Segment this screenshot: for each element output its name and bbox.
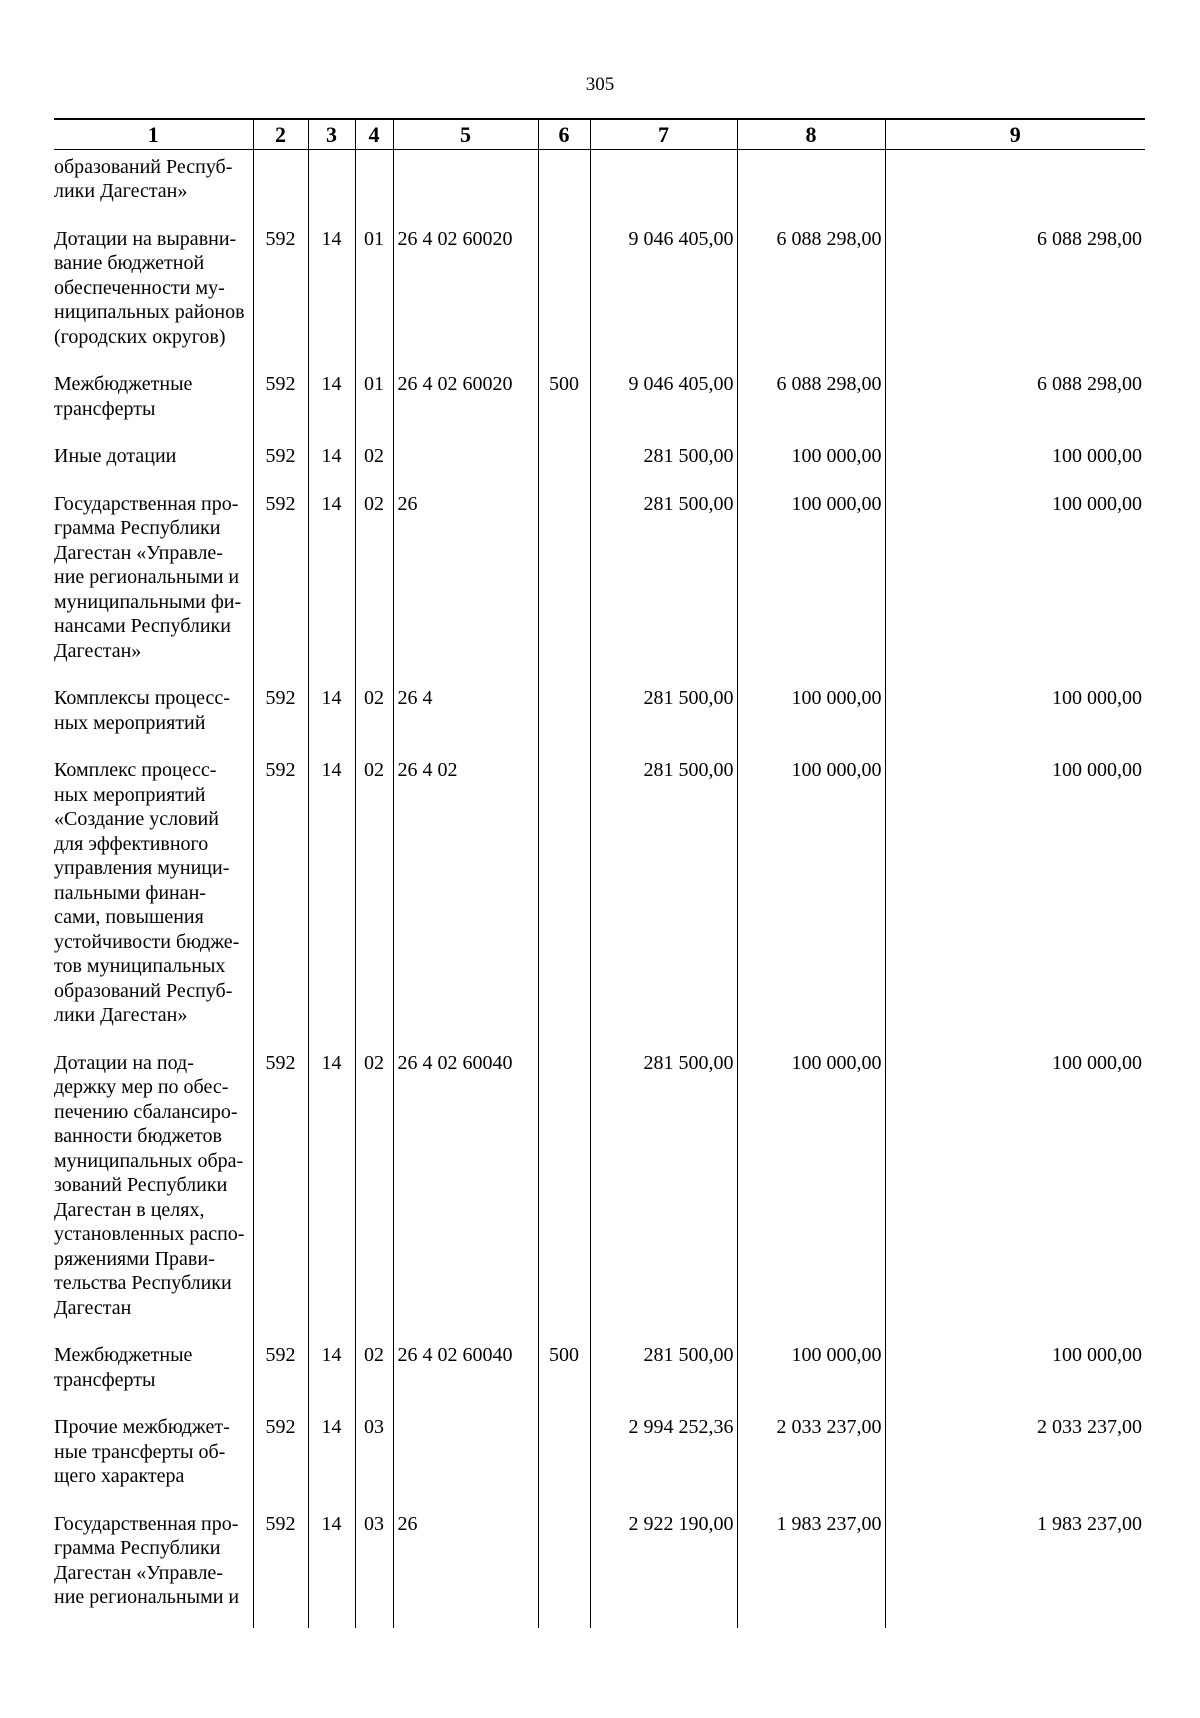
row-amount-col8: 1 983 237,00 <box>737 1507 885 1628</box>
table-row <box>54 439 1145 487</box>
row-col2-code: 592 <box>253 753 308 1046</box>
row-target-code: 26 <box>393 487 538 682</box>
row-amount-col9: 6 088 298,00 <box>885 222 1145 368</box>
row-col2-code: 592 <box>253 439 308 487</box>
row-amount-col9: 100 000,00 <box>885 1338 1145 1410</box>
row-subsection-code: 03 <box>355 1410 393 1507</box>
table-row <box>54 222 1145 368</box>
col-header: 6 <box>538 119 590 149</box>
row-section-code: 14 <box>308 439 355 487</box>
row-expense-type-code <box>538 1507 590 1628</box>
row-expense-type-code: 500 <box>538 367 590 439</box>
row-target-code: 26 4 02 60040 <box>393 1338 538 1410</box>
row-subsection-code: 01 <box>355 222 393 368</box>
row-name: образований Респуб- лики Дагестан» <box>54 155 233 202</box>
row-amount-col9: 100 000,00 <box>885 1046 1145 1339</box>
table-row <box>54 367 1145 439</box>
row-section-code: 14 <box>308 222 355 368</box>
row-col2-code: 592 <box>253 681 308 753</box>
table-row <box>54 1507 1145 1628</box>
col-header: 5 <box>393 119 538 149</box>
row-target-code: 26 4 02 <box>393 753 538 1046</box>
row-section-code <box>308 149 355 222</box>
table-row <box>54 487 1145 682</box>
row-subsection-code: 02 <box>355 439 393 487</box>
row-subsection-code <box>355 149 393 222</box>
row-amount-col8: 2 033 237,00 <box>737 1410 885 1507</box>
row-section-code: 14 <box>308 1046 355 1339</box>
table-row <box>54 753 1145 1046</box>
row-target-code: 26 <box>393 1507 538 1628</box>
row-amount-col7: 281 500,00 <box>590 487 737 682</box>
row-col2-code: 592 <box>253 1338 308 1410</box>
col-header: 7 <box>590 119 737 149</box>
row-target-code: 26 4 02 60040 <box>393 1046 538 1339</box>
row-target-code <box>393 149 538 222</box>
row-amount-col8: 100 000,00 <box>737 681 885 753</box>
row-col2-code: 592 <box>253 1046 308 1339</box>
row-section-code: 14 <box>308 1338 355 1410</box>
row-expense-type-code <box>538 753 590 1046</box>
row-name: Комплекс процесс- ных мероприятий «Создание условий для эффективного управления муници- пальными финан- сами, повышения устойчивости бюдже- тов муниципальных образований Респуб- лики Дагестан» <box>54 759 240 1026</box>
table-header-row <box>54 119 1145 149</box>
row-amount-col9: 100 000,00 <box>885 753 1145 1046</box>
row-name: Дотации на выравни- вание бюджетной обеспеченности му- ниципальных районов (городских округов) <box>54 227 245 348</box>
row-amount-col9: 6 088 298,00 <box>885 367 1145 439</box>
row-col2-code: 592 <box>253 222 308 368</box>
row-name: Межбюджетные трансферты <box>54 1344 193 1391</box>
row-expense-type-code <box>538 222 590 368</box>
row-subsection-code: 01 <box>355 367 393 439</box>
row-target-code: 26 4 02 60020 <box>393 367 538 439</box>
row-amount-col9: 100 000,00 <box>885 681 1145 753</box>
row-target-code <box>393 1410 538 1507</box>
table-row <box>54 1410 1145 1507</box>
row-amount-col8: 6 088 298,00 <box>737 367 885 439</box>
page-number: 305 <box>585 74 615 95</box>
row-amount-col8: 100 000,00 <box>737 487 885 682</box>
row-amount-col9: 100 000,00 <box>885 487 1145 682</box>
row-subsection-code: 02 <box>355 1046 393 1339</box>
row-name: Комплексы процесс- ных мероприятий <box>54 687 230 734</box>
col-header: 3 <box>308 119 355 149</box>
row-col2-code <box>253 149 308 222</box>
row-subsection-code: 02 <box>355 753 393 1046</box>
row-subsection-code: 02 <box>355 681 393 753</box>
row-subsection-code: 02 <box>355 1338 393 1410</box>
col-header: 4 <box>355 119 393 149</box>
col-header: 8 <box>737 119 885 149</box>
row-amount-col9 <box>885 149 1145 222</box>
row-expense-type-code: 500 <box>538 1338 590 1410</box>
row-amount-col7: 281 500,00 <box>590 1338 737 1410</box>
row-target-code: 26 4 <box>393 681 538 753</box>
row-amount-col7: 281 500,00 <box>590 1046 737 1339</box>
row-col2-code: 592 <box>253 1507 308 1628</box>
row-col2-code: 592 <box>253 367 308 439</box>
row-amount-col9: 1 983 237,00 <box>885 1507 1145 1628</box>
row-subsection-code: 02 <box>355 487 393 682</box>
row-name: Дотации на под- держку мер по обес- печению сбалансиро- ванности бюджетов муниципальных обра- зований Республики Дагестан в целях, установленных распо- ряжениями Прави- тельства Республики Дагестан <box>54 1051 245 1319</box>
table-row <box>54 1046 1145 1339</box>
row-section-code: 14 <box>308 1507 355 1628</box>
row-amount-col7: 281 500,00 <box>590 439 737 487</box>
row-col2-code: 592 <box>253 1410 308 1507</box>
row-amount-col7: 281 500,00 <box>590 753 737 1046</box>
row-section-code: 14 <box>308 753 355 1046</box>
row-subsection-code: 03 <box>355 1507 393 1628</box>
row-amount-col8: 100 000,00 <box>737 1046 885 1339</box>
row-expense-type-code <box>538 1046 590 1339</box>
row-amount-col7: 281 500,00 <box>590 681 737 753</box>
table-row <box>54 1338 1145 1410</box>
row-col2-code: 592 <box>253 487 308 682</box>
row-amount-col8: 100 000,00 <box>737 753 885 1046</box>
row-expense-type-code <box>538 149 590 222</box>
row-section-code: 14 <box>308 1410 355 1507</box>
row-section-code: 14 <box>308 487 355 682</box>
row-name: Прочие межбюджет- ные трансферты об- щего характера <box>54 1416 230 1487</box>
row-name: Иные дотации <box>54 445 177 467</box>
table-row <box>54 681 1145 753</box>
col-header: 1 <box>54 119 253 149</box>
row-expense-type-code <box>538 681 590 753</box>
row-target-code <box>393 439 538 487</box>
row-amount-col7: 2 994 252,36 <box>590 1410 737 1507</box>
table-row <box>54 149 1145 222</box>
row-amount-col8 <box>737 149 885 222</box>
row-amount-col8: 6 088 298,00 <box>737 222 885 368</box>
row-amount-col7 <box>590 149 737 222</box>
row-name: Государственная про- грамма Республики Дагестан «Управле- ние региональными и <box>54 1512 240 1608</box>
row-amount-col8: 100 000,00 <box>737 439 885 487</box>
row-amount-col7: 9 046 405,00 <box>590 367 737 439</box>
row-amount-col7: 2 922 190,00 <box>590 1507 737 1628</box>
row-expense-type-code <box>538 1410 590 1507</box>
row-amount-col9: 2 033 237,00 <box>885 1410 1145 1507</box>
col-header: 9 <box>885 119 1145 149</box>
row-target-code: 26 4 02 60020 <box>393 222 538 368</box>
col-header: 2 <box>253 119 308 149</box>
row-amount-col8: 100 000,00 <box>737 1338 885 1410</box>
row-section-code: 14 <box>308 367 355 439</box>
row-amount-col7: 9 046 405,00 <box>590 222 737 368</box>
row-name: Межбюджетные трансферты <box>54 373 193 420</box>
row-section-code: 14 <box>308 681 355 753</box>
row-amount-col9: 100 000,00 <box>885 439 1145 487</box>
row-expense-type-code <box>538 487 590 682</box>
budget-table <box>54 118 1145 1628</box>
row-expense-type-code <box>538 439 590 487</box>
row-name: Государственная про- грамма Республики Дагестан «Управле- ние региональными и муниципальными фи- нансами Республики Дагестан» <box>54 492 242 662</box>
